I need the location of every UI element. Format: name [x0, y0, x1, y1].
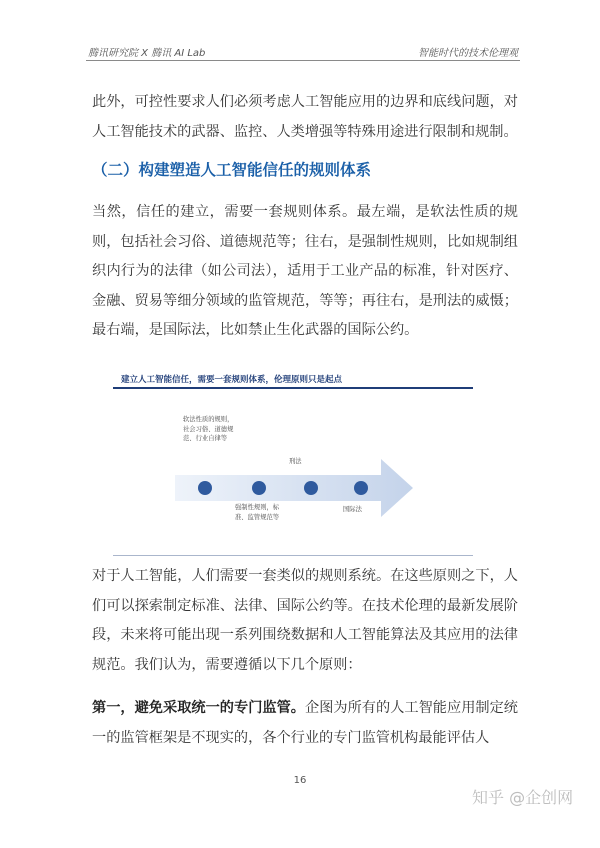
figure-bottom-rule [113, 555, 473, 556]
dot-mandatory [252, 481, 266, 495]
paragraph-principle-one [92, 694, 518, 753]
header-left: 腾讯研究院 X 腾讯 AI Lab [88, 48, 206, 59]
paragraph-controllability: 此外，可控性要求人们必须考虑人工智能应用的边界和底线问题，对人工智能技术的武器、监控、人类增强等特殊用途进行限制和规制。 [92, 94, 518, 140]
dot-soft-law [198, 481, 212, 495]
principle-one-lead: 第一，避免采取统一的专门监管。 [92, 700, 305, 716]
spectrum-arrow-graphic [113, 395, 473, 555]
header-divider [86, 60, 520, 61]
rule-spectrum-diagram [113, 395, 473, 555]
label-international-law: 国际法 [343, 506, 362, 513]
label-criminal-law: 刑法 [289, 458, 302, 465]
label-soft-law: 软法性质的规则，社会习俗、道德规范、行业自律等 [183, 416, 234, 442]
header-right: 智能时代的技术伦理观 [418, 48, 518, 59]
paragraph-ai-rules: 对于人工智能，人们需要一套类似的规则系统。在这些原则之下，人们可以探索制定标准、法律、国际公约等。在技术伦理的最新发展阶段，未来将可能出现一系列围绕数据和人工智能算法及其应用的法律规范。我们认为，需要遵循以下几个原则： [92, 568, 518, 673]
figure-top-rule [113, 387, 473, 389]
label-mandatory: 强制性规则，标准、监管规范等 [235, 504, 280, 521]
dot-international [354, 481, 368, 495]
figure-title: 建立人工智能信任，需要一套规则体系，伦理原则只是起点 [121, 375, 343, 385]
paragraph-rule-system: 当然，信任的建立，需要一套规则体系。最左端，是软法性质的规则，包括社会习俗、道德规范等；往右，是强制性规则，比如规制组织内行为的法律（如公司法），适用于工业产品的标准，针对医疗、金融、贸易等细分领域的监管规范，等等；再往右，是刑法的威慑；最右端，是国际法，比如禁止生化武器的国际公约。 [92, 204, 518, 338]
watermark: 知乎 @企创网 [472, 788, 574, 807]
page-number: 16 [293, 775, 307, 786]
dot-criminal [304, 481, 318, 495]
principle-one-body: 企图为所有的人工智能应用制定统一的监管框架是不现实的，各个行业的专门监管机构最能评估人 [92, 700, 518, 746]
section-heading: （二）构建塑造人工智能信任的规则体系 [92, 161, 372, 179]
